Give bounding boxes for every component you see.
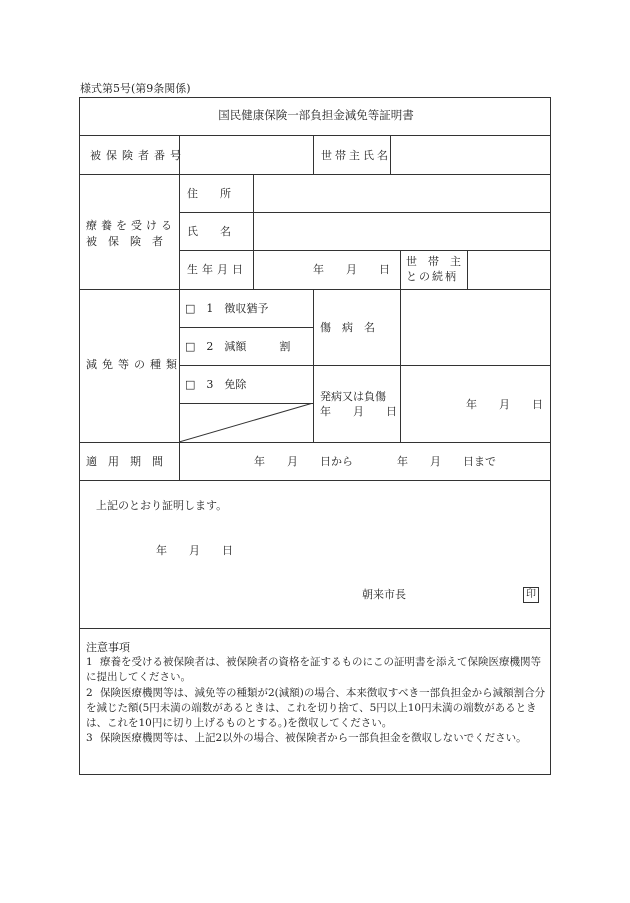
insured-number-field[interactable] xyxy=(180,136,312,173)
insured-person-label-1: 療養を受ける xyxy=(86,219,176,232)
relation-label-1: 世 帯 主 xyxy=(406,255,461,268)
notes-heading: 注意事項 xyxy=(86,641,130,654)
onset-label-2: 年 月 日 xyxy=(320,405,397,418)
diagonal-strike xyxy=(179,403,314,443)
illness-field[interactable] xyxy=(401,290,549,364)
certification-date[interactable]: 年 月 日 xyxy=(156,544,233,557)
option-exemption[interactable]: □ 3 免除 xyxy=(185,378,247,391)
onset-label-1: 発病又は負傷 xyxy=(320,390,386,403)
relation-label-2: との続柄 xyxy=(406,270,458,283)
note-number: 3 xyxy=(86,732,93,744)
relation-field[interactable] xyxy=(468,251,549,288)
divider xyxy=(80,480,550,481)
divider xyxy=(179,365,550,366)
dob-value[interactable]: 年 月 日 xyxy=(313,263,390,276)
note-item xyxy=(86,731,546,746)
seal-mark: 印 xyxy=(523,587,539,603)
note-text: 保険医療機関等は、上記2以外の場合、被保険者から一部負担金を徴収しないでください。 xyxy=(100,732,527,744)
note-text: 療養を受ける被保険者は、被保険者の資格を証するものにこの証明書を添えて保険医療機関等に提出してください。 xyxy=(86,656,541,683)
form-title: 国民健康保険一部負担金減免等証明書 xyxy=(218,108,414,122)
illness-label: 傷 病 名 xyxy=(320,321,375,334)
note-text: 保険医療機関等は、減免等の種類が2(減額)の場合、本来徴収すべき一部負担金から減額割合分を減じた額(5円未満の端数があるときは、これを切り捨て、5円以上10円未満の端数があるときは、これを10円に切り上げるものとする。)を徴収してください。 xyxy=(86,687,546,729)
issuer-name: 朝来市長 xyxy=(362,588,406,601)
form-number: 様式第5号(第9条関係) xyxy=(80,82,191,95)
certification-text: 上記のとおり証明します。 xyxy=(96,499,228,512)
household-head-label: 世帯主氏名 xyxy=(321,149,391,162)
name-label: 氏 名 xyxy=(187,225,231,238)
period-value[interactable]: 年 月 日から 年 月 日まで xyxy=(254,455,496,468)
divider xyxy=(179,327,313,328)
address-label: 住 所 xyxy=(187,187,231,200)
note-item xyxy=(86,655,546,685)
option-reduction[interactable]: □ 2 減額 割 xyxy=(185,340,291,353)
onset-date-value[interactable]: 年 月 日 xyxy=(466,398,543,411)
option-collection-deferral[interactable]: □ 1 徴収猶予 xyxy=(185,302,269,315)
name-field[interactable] xyxy=(254,213,549,249)
divider xyxy=(179,442,180,480)
divider xyxy=(313,135,314,174)
note-number: 2 xyxy=(86,687,93,699)
dob-label: 生年月日 xyxy=(187,263,247,276)
insured-person-label-2: 被 保 険 者 xyxy=(86,235,163,248)
address-field[interactable] xyxy=(254,175,549,211)
divider xyxy=(80,628,550,629)
divider xyxy=(80,442,550,443)
reduction-type-label: 減免等の種類 xyxy=(86,358,182,371)
note-number: 1 xyxy=(86,656,93,668)
note-item xyxy=(86,686,546,731)
period-label: 適 用 期 間 xyxy=(86,455,163,468)
divider xyxy=(179,135,180,442)
divider xyxy=(400,250,401,289)
household-head-field[interactable] xyxy=(391,136,549,173)
certificate-form xyxy=(79,97,551,775)
insured-number-label: 被保険者番号 xyxy=(90,149,186,162)
